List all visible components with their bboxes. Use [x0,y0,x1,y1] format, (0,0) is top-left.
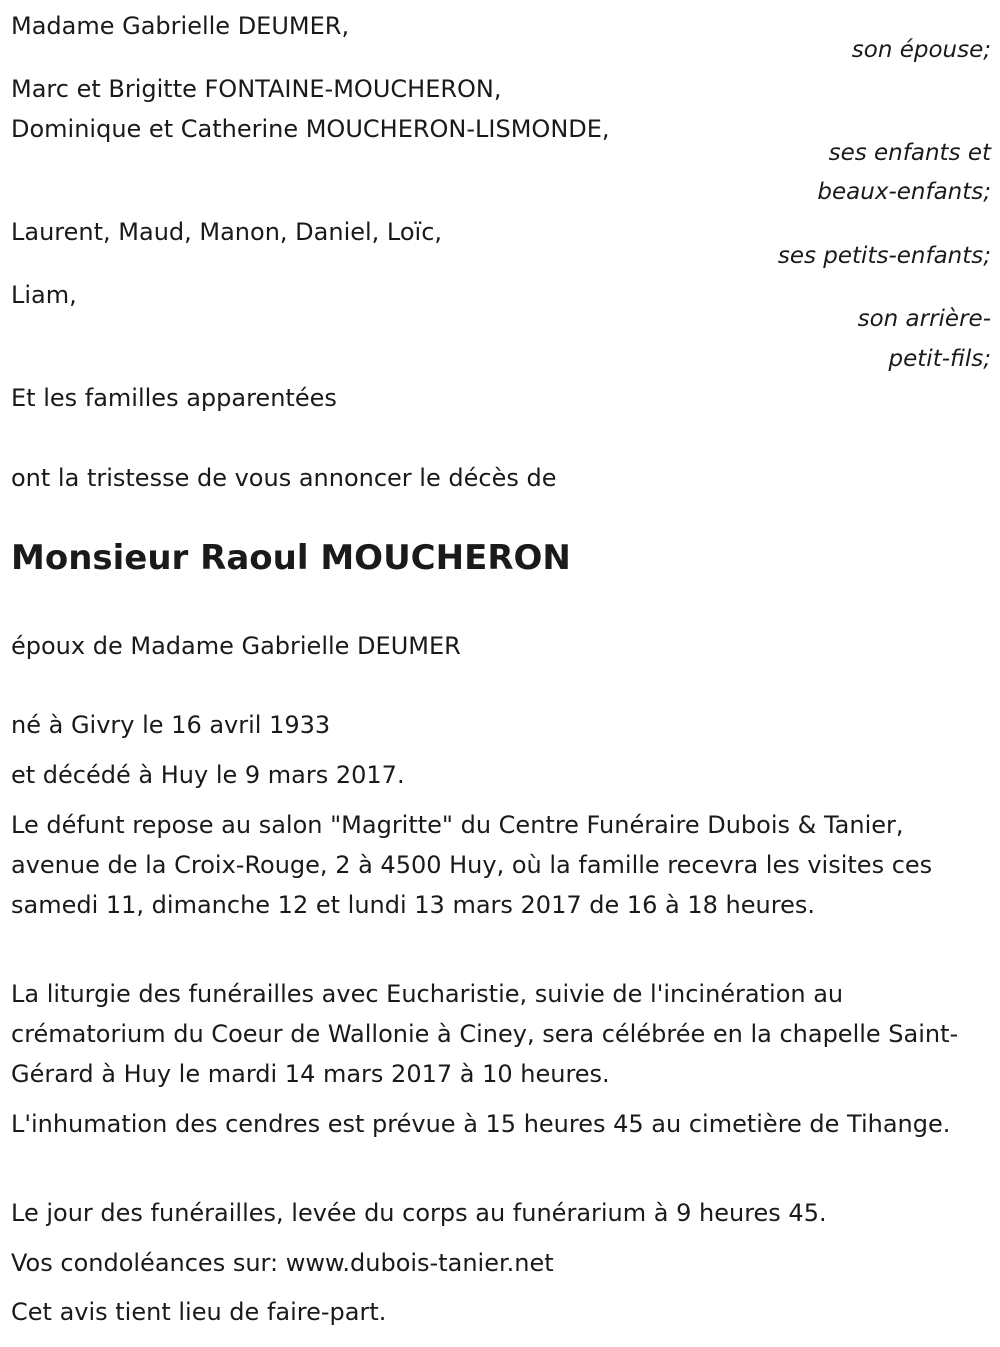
family-grandchildren-names: Laurent, Maud, Manon, Daniel, Loïc, [11,218,443,246]
paragraph-visitation: Le défunt repose au salon "Magritte" du Centre Funéraire Dubois & Tanier, avenue de la Croix-Rouge, 2 à 4500 Huy, où la famille recevra les visites ces samedi 11, dimanche 12 et lundi 13 mars 2017 de 16 à 18 heures. [11,811,933,919]
deceased-name: Monsieur Raoul MOUCHERON [11,538,571,578]
family-children-relation-2: beaux-enfants; [817,179,991,205]
family-spouse-name: Madame Gabrielle DEUMER, [11,12,350,40]
family-children-name-2: Dominique et Catherine MOUCHERON-LISMONDE, [11,115,610,143]
paragraph-interment: L'inhumation des cendres est prévue à 15 heures 45 au cimetière de Tihange. [11,1110,951,1138]
family-children-relation-1: ses enfants et [828,140,991,166]
paragraph-funeral-day: Le jour des funérailles, levée du corps au funérarium à 9 heures 45. [11,1199,827,1227]
birth-line: né à Givry le 16 avril 1933 [11,711,331,739]
paragraph-notice: Cet avis tient lieu de faire-part. [11,1298,387,1326]
spouse-line: époux de Madame Gabrielle DEUMER [11,632,461,660]
relatives-line: Et les familles apparentées [11,384,337,412]
announcement-line: ont la tristesse de vous annoncer le décès de [11,464,557,492]
family-great-grandson-relation-2: petit-fils; [888,346,991,372]
death-line: et décédé à Huy le 9 mars 2017. [11,761,405,789]
family-great-grandson-name: Liam, [11,281,77,309]
family-great-grandson-relation-1: son arrière- [857,306,991,332]
paragraph-liturgy: La liturgie des funérailles avec Eucharistie, suivie de l'incinération au crématorium du Coeur de Wallonie à Ciney, sera célébrée en la chapelle Saint-Gérard à Huy le mardi 14 mars 2017 à 10 heures. [11,980,959,1088]
family-children-name-1: Marc et Brigitte FONTAINE-MOUCHERON, [11,75,502,103]
family-grandchildren-relation: ses petits-enfants; [777,243,991,269]
paragraph-condolences: Vos condoléances sur: www.dubois-tanier.net [11,1249,554,1277]
family-spouse-relation: son épouse; [851,37,991,63]
